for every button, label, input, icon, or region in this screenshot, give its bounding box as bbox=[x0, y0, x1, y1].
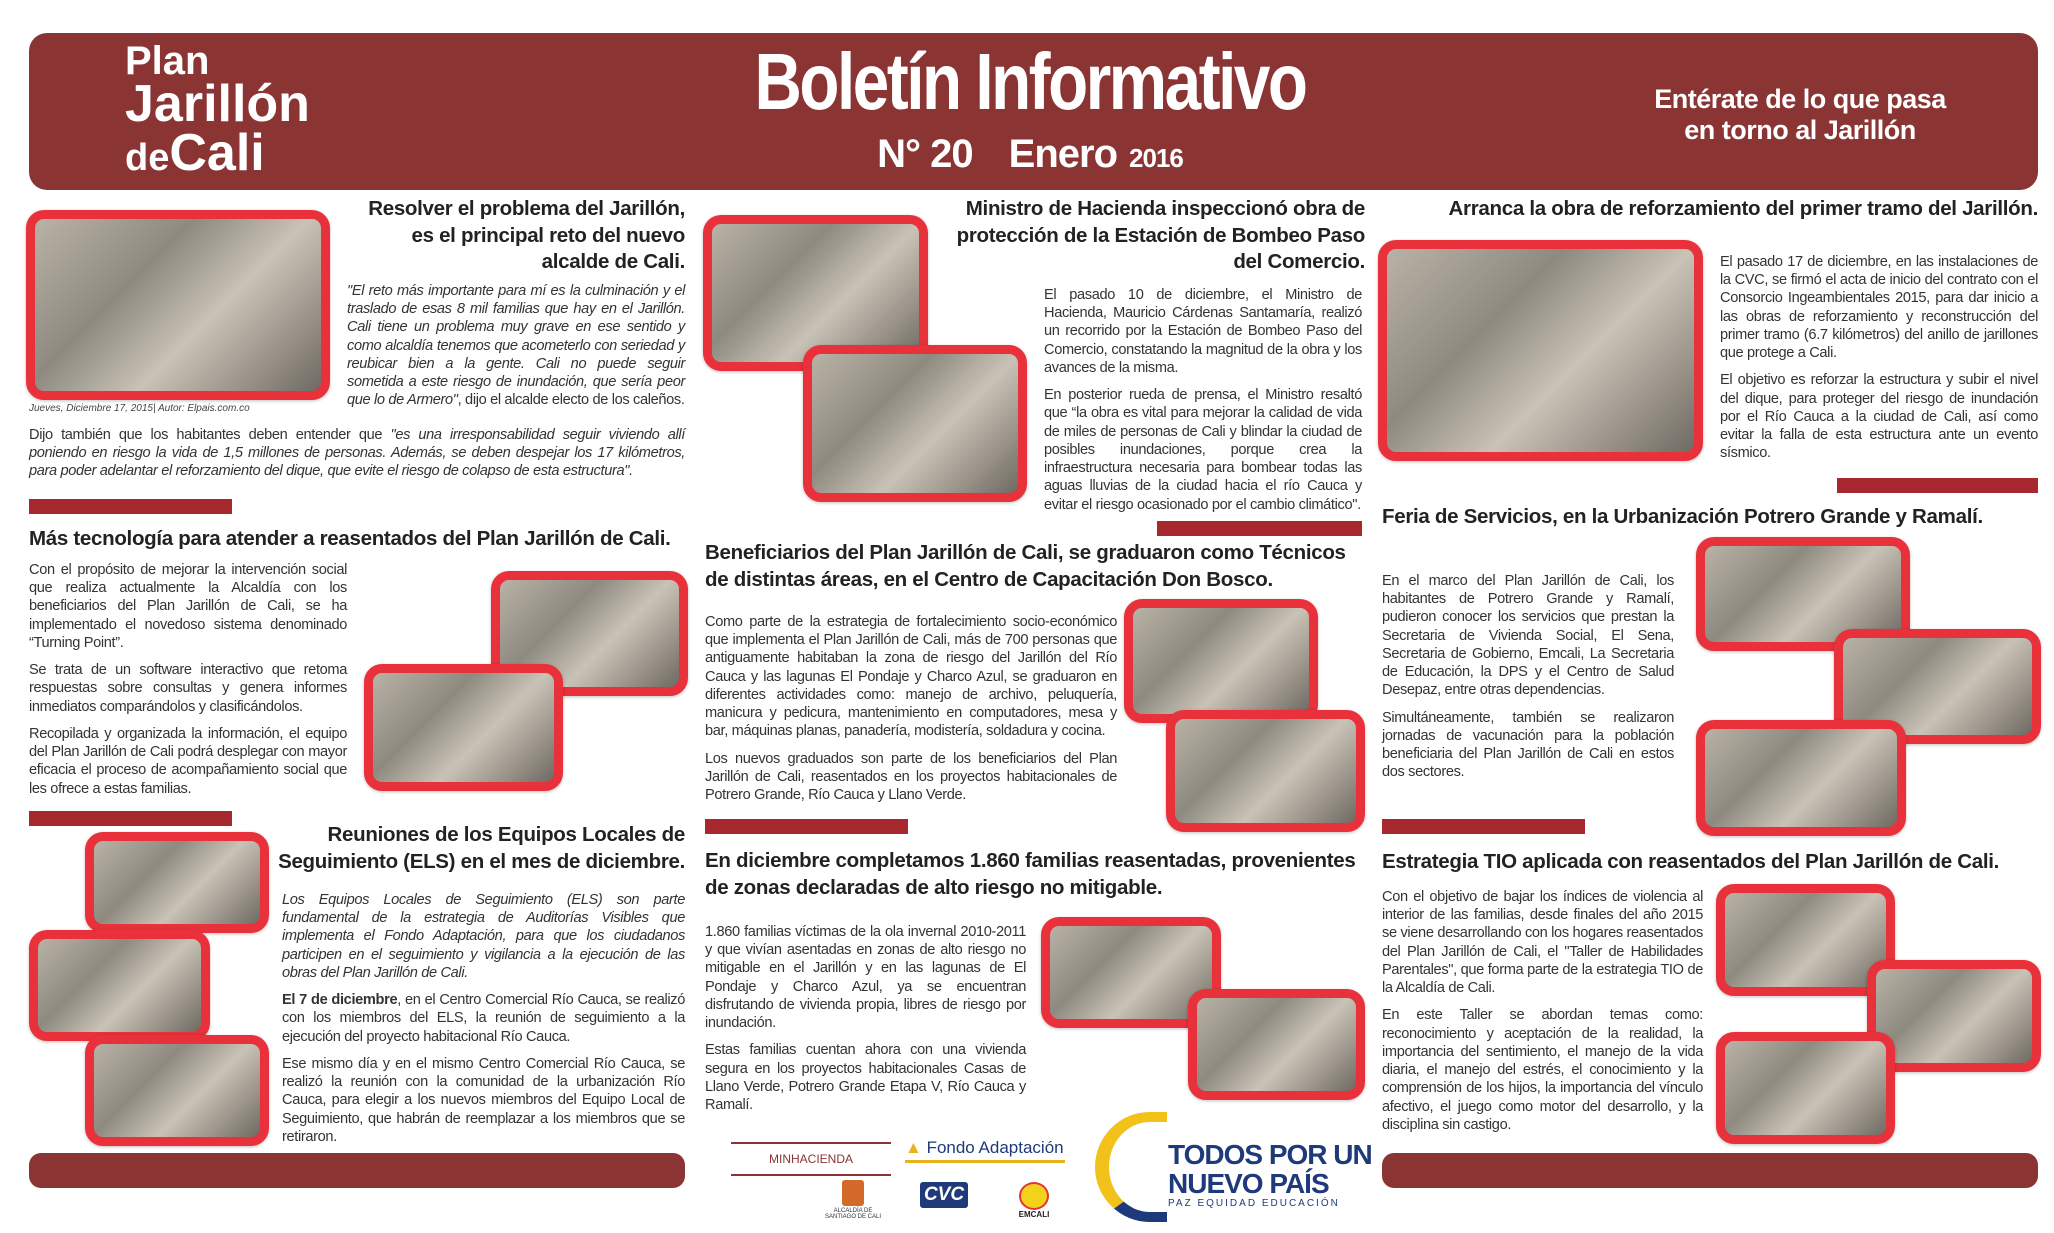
article-body bbox=[1382, 888, 1703, 1143]
paragraph bbox=[29, 661, 347, 716]
paragraph bbox=[1382, 709, 1674, 782]
paragraph bbox=[1720, 253, 2038, 362]
text-segment: Simultáneamente, también se realizaron jornadas de vacunación para la población beneficiaria del Plan Jarillón de Cali en estos dos sectores. bbox=[1382, 709, 1674, 781]
cvc-logo bbox=[920, 1182, 968, 1208]
alcaldia-cali-logo bbox=[820, 1180, 886, 1220]
logo-text: PAZ EQUIDAD EDUCACIÓN bbox=[1168, 1197, 1340, 1209]
article-photo bbox=[1166, 710, 1365, 832]
article-photo bbox=[364, 664, 563, 791]
paragraph bbox=[29, 561, 347, 652]
logo-line: Plan bbox=[125, 39, 210, 83]
logo-text: CVC bbox=[923, 1184, 965, 1205]
paragraph bbox=[1382, 1006, 1703, 1134]
issue-month: Enero bbox=[1008, 132, 1117, 176]
text-segment: , en el Centro Comercial Río Cauca, se realizó con los miembros del ELS, la reunión de seguimiento a la ejecución del proyecto habitacional Río Cauca. bbox=[282, 992, 686, 1045]
paragraph bbox=[705, 750, 1117, 805]
logo-line: Cali bbox=[169, 124, 265, 183]
text-segment: Recopilada y organizada la información, el equipo del Plan Jarillón de Cali podrá desplegar con mayor eficacia el proceso de acompañamiento social que les ofrece a estas familias. bbox=[29, 725, 347, 797]
article-body bbox=[705, 613, 1117, 813]
article-title: En diciembre completamos 1.860 familias reasentadas, provenientes de zonas declaradas de alto riesgo no mitigable. bbox=[705, 849, 1356, 899]
article-photo bbox=[1716, 1032, 1895, 1144]
text-segment: Con el objetivo de bajar los índices de violencia al interior de las familias, desde finales del año 2015 se viene desarrollando con los hogares reasentados del Plan Jarillón de Cali, el "Taller de Habilidades Parentales", que forma parte de la estrategia TIO de la Alcaldía de Cali. bbox=[1382, 889, 1703, 997]
article-title: Arranca la obra de reforzamiento del primer tramo del Jarillón. bbox=[1448, 197, 2038, 220]
paragraph bbox=[705, 923, 1026, 1032]
text-segment: , dijo el alcalde electo de los caleños. bbox=[457, 392, 685, 409]
article-body bbox=[1720, 253, 2038, 472]
article-body bbox=[1044, 286, 1362, 523]
text-segment: 1.860 familias víctimas de la ola invernal 2010-2011 y que vivían asentadas en zonas de alto riesgo no mitigable en el Jarillón y en las lagunas de El Pondaje y Charco Azul, ya se encuentran disfrutando de vivienda propia, libres de riesgo por inundación. bbox=[705, 924, 1026, 1032]
logo-text: MINHACIENDA bbox=[768, 1152, 853, 1166]
text-segment: En este Taller se abordan temas como: reconocimiento y aceptación de la realidad, la importancia del sentimiento, el manejo de la vida diaria, el manejo del estrés, el conocimiento y la comprensión de los hijos, la importancia del vínculo afectivo, el juego como motor del desarrollo, y la disciplina sin castigo. bbox=[1382, 1007, 1703, 1133]
tagline-line: Entérate de lo que pasa bbox=[1654, 84, 1946, 114]
section-divider bbox=[1382, 819, 1585, 834]
section-divider bbox=[1157, 521, 1362, 536]
text-segment: "es una irresponsabilidad seguir viviendo allí poniendo en riesgo la vida de 1,5 millones de personas. Además, se deben despejar los 17 kilómetros, para poder adelantar el reforzamiento del dique, que evite el riesgo de colapso de esta estructura". bbox=[29, 427, 685, 480]
article-body bbox=[705, 923, 1026, 1123]
paragraph bbox=[29, 725, 347, 798]
issue-number: N° 20 bbox=[877, 132, 973, 176]
paragraph bbox=[347, 282, 685, 410]
paragraph bbox=[282, 891, 685, 982]
section-divider bbox=[29, 499, 232, 514]
article-title: Estrategia TIO aplicada con reasentados del Plan Jarillón de Cali. bbox=[1382, 850, 2000, 873]
logo-text: NUEVO PAÍS bbox=[1168, 1168, 1329, 1200]
logo-text: Fondo Adaptación bbox=[926, 1138, 1064, 1157]
text-segment: El 7 de diciembre bbox=[282, 992, 398, 1009]
article-photo bbox=[1378, 240, 1703, 461]
issue-info bbox=[780, 132, 1280, 177]
text-segment: Dijo también que los habitantes deben entender que bbox=[29, 427, 391, 443]
tagline bbox=[1600, 84, 2000, 146]
footer-bar bbox=[29, 1153, 685, 1188]
paragraph bbox=[1382, 888, 1703, 997]
logo-line: Jarillón bbox=[125, 75, 310, 133]
text-segment: Los Equipos Locales de Seguimiento (ELS) son parte fundamental de la estrategia de Auditorías Visibles que implementa el Fondo Adaptación, para que los ciudadanos participen en el seguimiento y vigilancia a la ejecución de las obras del Plan Jarillón de Cali. bbox=[282, 892, 685, 981]
paragraph bbox=[705, 1041, 1026, 1114]
article-photo bbox=[26, 210, 330, 400]
text-segment: En posterior rueda de prensa, el Ministro resaltó que “la obra es vital para mejorar la calidad de vida de miles de personas de Cali y blindar la ciudad de posibles inundaciones, porque crea la infraestructura necesaria para bombear todas las aguas lluvias de la ciudad hacia el río Cauca y evitar el riesgo ocasionado por el cambio climático". bbox=[1044, 387, 1362, 513]
text-segment: Los nuevos graduados son parte de los beneficiarios del Plan Jarillón de Cali, reasentados en los proyectos habitacionales de Potrero Grande, Río Cauca y Llano Verde. bbox=[705, 750, 1117, 804]
article-photo bbox=[803, 345, 1027, 502]
article-photo bbox=[1696, 720, 1906, 836]
article-body bbox=[29, 561, 347, 807]
article-body bbox=[1382, 572, 1674, 791]
tagline-line: en torno al Jarillón bbox=[1684, 115, 1916, 146]
text-segment: El pasado 17 de diciembre, en las instalaciones de la CVC, se firmó el acta de inicio del contrato con el Consorcio Ingeambientales 2015, para dar inicio a las obras de reforzamiento y reconstrucción del primer tramo (6.7 kilómetros) del anillo de jarillones que protege a Cali. bbox=[1720, 254, 2038, 362]
footer-bar bbox=[1382, 1153, 2038, 1188]
paragraph bbox=[282, 991, 685, 1046]
logo-text: EMCALI bbox=[1018, 1210, 1050, 1219]
text-segment: Como parte de la estrategia de fortalecimiento socio-económico que implementa el Plan Jarillón de Cali, más de 700 personas que antiguamente habitaban la zona de riesgo del Jarillón del Río Cauca y las lagunas El Pondaje y Charco Azul, se graduaron en diferentes actividades como: manejo de archivo, peluquería, manicura y pedicura, mantenimiento en computadores, mesa y bar, máquinas planas, panadería, modistería, soldadura y cocina. bbox=[705, 614, 1117, 740]
text-segment: "El reto más importante para mí es la culminación y el traslado de esas 8 mil familias que hay en el Jarillón. Cali tiene un problema muy grave en ese sentido y como alcaldía tenemos que acometerlo con seriedad y reubicar bien a la gente. Cali no puede seguir sometida a este riesgo de inundación, que sería peor que lo de Armero" bbox=[347, 283, 685, 409]
paragraph bbox=[1044, 386, 1362, 514]
logo-line: de bbox=[125, 137, 170, 180]
logo-text: ALCALDÍA DE SANTIAGO DE CALI bbox=[824, 1208, 881, 1220]
text-segment: El pasado 10 de diciembre, el Ministro de Hacienda, Mauricio Cárdenas Santamaría, realizó un recorrido por la Estación de Bombeo Paso del Comercio, constatando la magnitud de la obra y los avances de la misma. bbox=[1044, 287, 1362, 376]
paragraph bbox=[282, 1055, 685, 1146]
section-divider bbox=[705, 819, 908, 834]
article-photo bbox=[1188, 989, 1365, 1100]
paragraph bbox=[29, 426, 685, 481]
article-body bbox=[347, 282, 685, 419]
todos-por-un-nuevo-pais-logo bbox=[1168, 1140, 1372, 1209]
fondo-adaptacion-logo: ▲ Fondo Adaptación bbox=[905, 1138, 1065, 1163]
photo-caption: Jueves, Diciembre 17, 2015| Autor: Elpais.com.co bbox=[29, 403, 250, 414]
text-segment: En el marco del Plan Jarillón de Cali, los habitantes de Potrero Grande y Ramalí, pudieron conocer los servicios que prestan la Secretaria de Vivienda Social, El Sena, Secretaria de Gobierno, Emcali, La Secretaria de Educación, la DPS y el Centro de Salud Desepaz, entre otras dependencias. bbox=[1382, 573, 1674, 699]
text-segment: Se trata de un software interactivo que retoma respuestas sobre consultas y genera informes inmediatos comparándolos y clasificándolos. bbox=[29, 662, 347, 715]
article-photo bbox=[85, 832, 269, 933]
article-title: Feria de Servicios, en la Urbanización Potrero Grande y Ramalí. bbox=[1382, 505, 1983, 528]
article-title: Ministro de Hacienda inspeccionó obra de protección de la Estación de Bombeo Paso del Comercio. bbox=[956, 197, 1365, 274]
article-photo bbox=[1124, 599, 1318, 723]
article-body bbox=[29, 426, 685, 490]
text-segment: El objetivo es reforzar la estructura y subir el nivel del dique, para proteger del riesgo de inundación por el Río Cauca a la ciudad de Cali, así como evitar la falla de esta estructura ante un evento sísmico. bbox=[1720, 372, 2038, 462]
article-title: Más tecnología para atender a reasentados del Plan Jarillón de Cali. bbox=[29, 527, 671, 550]
paragraph bbox=[705, 613, 1117, 741]
plan-jarillon-logo bbox=[125, 39, 310, 183]
paragraph bbox=[1382, 572, 1674, 700]
paragraph bbox=[1720, 371, 2038, 462]
emcali-logo bbox=[1012, 1182, 1056, 1219]
article-title: Beneficiarios del Plan Jarillón de Cali, se graduaron como Técnicos de distintas áreas, en el Centro de Capacitación Don Bosco. bbox=[705, 541, 1346, 591]
text-segment: Estas familias cuentan ahora con una vivienda segura en los proyectos habitacionales Casas de Llano Verde, Potrero Grande Etapa V, Río Cauca y Ramalí. bbox=[705, 1042, 1026, 1114]
issue-year: 2016 bbox=[1129, 143, 1183, 173]
logo-text: TODOS POR UN bbox=[1168, 1139, 1372, 1170]
section-divider bbox=[29, 811, 232, 826]
article-title: Resolver el problema del Jarillón, es el principal reto del nuevo alcalde de Cali. bbox=[368, 197, 685, 274]
article-photo bbox=[85, 1035, 269, 1146]
bulletin-title: Boletín Informativo bbox=[754, 37, 1306, 126]
paragraph bbox=[1044, 286, 1362, 377]
text-segment: Ese mismo día y en el mismo Centro Comercial Río Cauca, se realizó la reunión con la comunidad de la urbanización Río Cauca, para elegir a los nuevos miembros del Equipo Local de Seguimiento, que habrán de reemplazar a los miembros que se retiraron. bbox=[282, 1055, 685, 1145]
article-photo bbox=[29, 930, 210, 1041]
text-segment: Con el propósito de mejorar la intervención social que realiza actualmente la Alcaldía con los beneficiarios del Plan Jarillón de Cali, se ha implementado el novedoso sistema denominado “Turning Point”. bbox=[29, 562, 347, 651]
minhacienda-logo bbox=[731, 1142, 891, 1176]
article-body bbox=[282, 891, 685, 1155]
todos-por-un-nuevo-pais-emblem bbox=[1095, 1112, 1167, 1222]
article-title: Reuniones de los Equipos Locales de Seguimiento (ELS) en el mes de diciembre. bbox=[278, 823, 685, 873]
section-divider bbox=[1837, 478, 2038, 493]
